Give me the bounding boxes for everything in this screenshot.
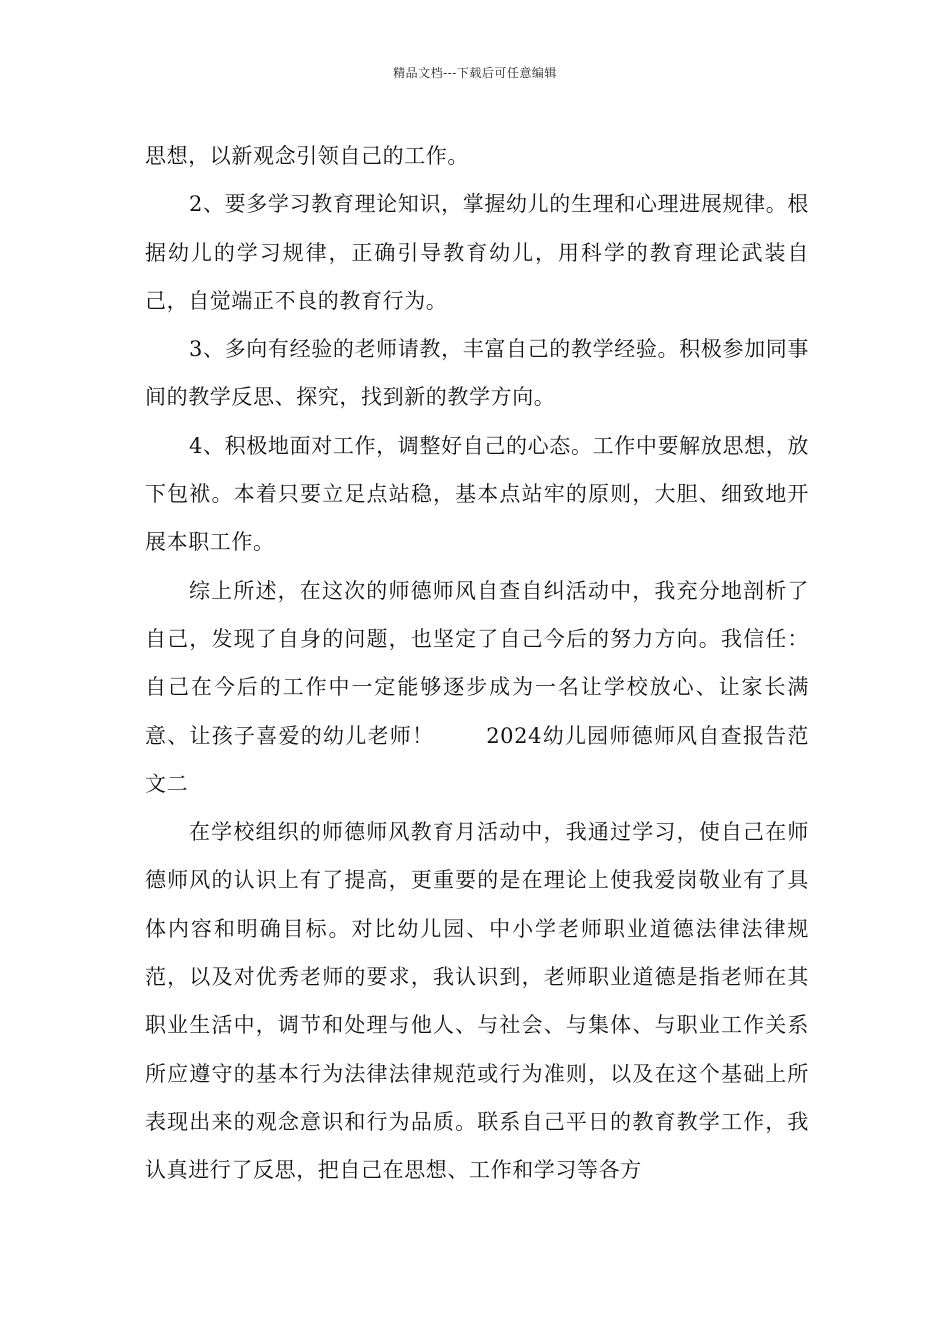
paragraph-item-4: 4、积极地面对工作，调整好自己的心态。工作中要解放思想，放下包袱。本着只要立足点站稳，基本点站牢的原则，大胆、细致地开展本职工作。 xyxy=(145,433,809,555)
summary-text: 综上所述，在这次的师德师风自查自纠活动中，我充分地剖析了自己，发现了自身的问题，也坚定了自己今后的努力方向。我信任：自己在今后的工作中一定能够逐步成为一名让学校放心、让家长满意、让孩子喜爱的幼儿老师！ xyxy=(145,578,809,748)
paragraph-continuation: 思想，以新观念引领自己的工作。 xyxy=(145,144,469,168)
paragraph-item-3: 3、多向有经验的老师请教，丰富自己的教学经验。积极参加同事间的教学反思、探究，找到新的教学方向。 xyxy=(145,337,809,410)
paragraph-reflection: 在学校组织的师德师风教育月活动中，我通过学习，使自己在师德师风的认识上有了提高，更重要的是在理论上使我爱岗敬业有了具体内容和明确目标。对比幼儿园、中小学老师职业道德法律法律规范，以及对优秀老师的要求，我认识到，老师职业道德是指老师在其职业生活中，调节和处理与他人、与社会、与集体、与职业工作关系所应遵守的基本行为法律法律规范或行为准则，以及在这个基础上所表现出来的观念意识和行为品质。联系自己平日的教育教学工作，我认真进行了反思，把自己在思想、工作和学习等各方 xyxy=(145,820,809,1183)
document-body xyxy=(145,132,809,1195)
paragraph-item-2: 2、要多学习教育理论知识，掌握幼儿的生理和心理进展规律。根据幼儿的学习规律，正确引导教育幼儿，用科学的教育理论武装自己，自觉端正不良的教育行为。 xyxy=(145,192,809,313)
page-header: 精品文档---下载后可任意编辑 xyxy=(393,66,557,80)
section-heading: 2024幼儿园师德师风自查报告范文二 xyxy=(145,723,809,796)
paragraph-summary xyxy=(145,567,809,808)
